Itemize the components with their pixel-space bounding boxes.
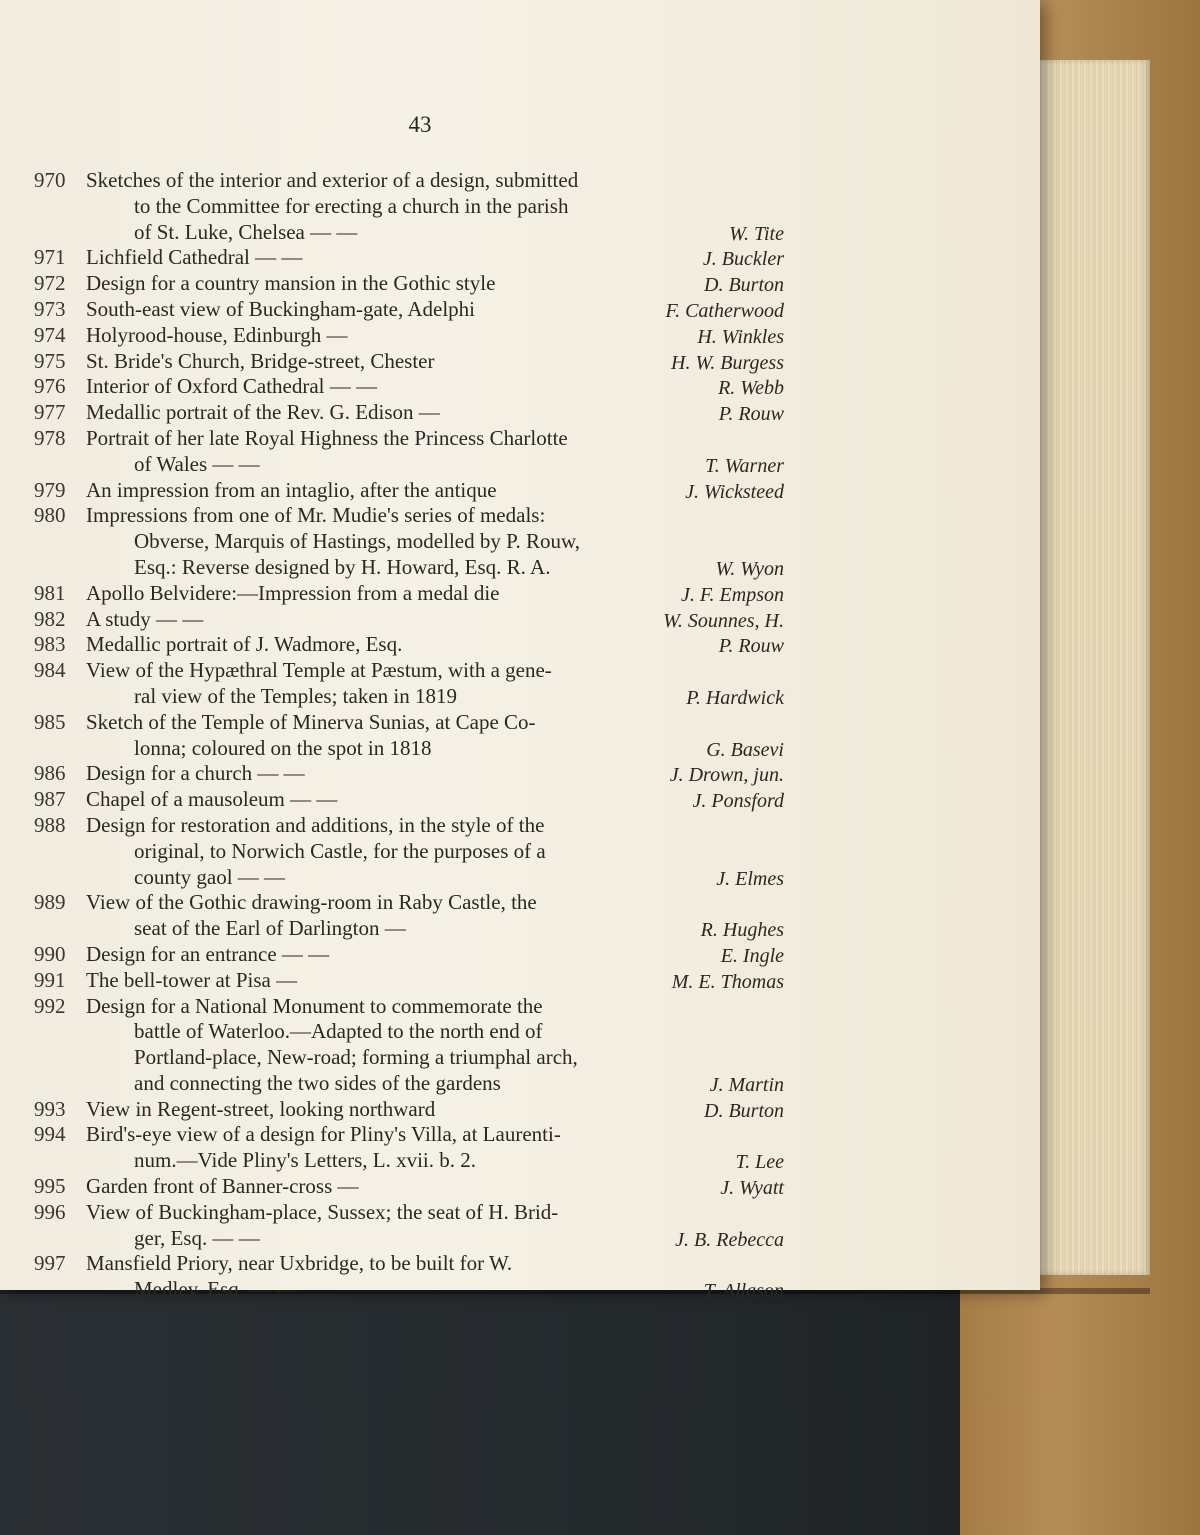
catalogue-entry	[0, 942, 1000, 968]
entry-line	[0, 787, 1000, 813]
entry-title-text: Sketches of the interior and exterior of a design, submitted	[86, 168, 579, 192]
entry-line	[0, 245, 1000, 271]
entry-title-text: county gaol — —	[134, 864, 286, 889]
entry-line	[0, 1226, 1000, 1252]
entry-title-text: Obverse, Marquis of Hastings, modelled by P. Rouw,	[134, 529, 581, 554]
entry-title-text: Chapel of a mausoleum — —	[86, 787, 338, 812]
entry-line	[0, 1277, 1000, 1303]
entry-number: 973	[34, 296, 66, 321]
entry-line	[0, 710, 1000, 736]
entry-title-text: Esq.: Reverse designed by H. Howard, Esq. R. A.	[134, 554, 551, 579]
catalogue-entry	[0, 400, 1000, 426]
entry-title-text: Lichfield Cathedral — —	[86, 245, 303, 270]
entry-artist: G. Basevi	[706, 738, 784, 761]
catalogue-entry	[0, 1200, 1000, 1252]
entry-line	[0, 323, 1000, 349]
entry-artist: D. Burton	[704, 274, 784, 297]
catalogue-entry	[0, 349, 1000, 375]
entry-line	[0, 1122, 1000, 1148]
entry-number: 983	[34, 632, 66, 657]
entry-line	[0, 349, 1000, 375]
entry-line	[0, 194, 1000, 220]
entry-artist: W. Tite	[729, 222, 784, 245]
entry-title-text: View of the Hypæthral Temple at Pæstum, with a gene-	[86, 658, 552, 683]
entry-title-text: ger, Esq. — —	[134, 1225, 260, 1250]
entry-title-text: lonna; coloured on the spot in 1818	[134, 735, 432, 760]
entry-line	[0, 968, 1000, 994]
page-number: 43	[408, 112, 432, 137]
entry-line	[0, 529, 1000, 555]
catalogue-entry	[0, 323, 1000, 349]
entry-number: 991	[34, 967, 66, 992]
entry-line	[0, 890, 1000, 916]
catalogue-entry	[0, 168, 1000, 245]
entry-number: 996	[34, 1199, 66, 1224]
entry-artist: T. Allason	[703, 1280, 784, 1303]
entry-line	[0, 839, 1000, 865]
entry-artist: J. Drown, jun.	[669, 764, 784, 787]
catalogue-entry	[0, 658, 1000, 710]
entry-line	[0, 942, 1000, 968]
entry-number: 979	[34, 477, 66, 502]
entry-line	[0, 478, 1000, 504]
entry-artist: T. Lee	[735, 1151, 784, 1174]
entry-line	[0, 1251, 1000, 1277]
entry-line	[0, 400, 1000, 426]
entry-title-text: Interior of Oxford Cathedral — —	[86, 374, 377, 399]
catalogue-entry	[0, 1174, 1000, 1200]
catalogue-entry	[0, 607, 1000, 633]
entry-title-text: An impression from an intaglio, after the antique	[86, 477, 497, 502]
entry-title-text: Garden front of Banner-cross —	[86, 1174, 359, 1199]
entry-artist: J. Martin	[709, 1073, 784, 1096]
entry-line	[0, 813, 1000, 839]
entry-line	[0, 607, 1000, 633]
catalogue-entry	[0, 813, 1000, 890]
entry-number: 978	[34, 425, 66, 450]
catalogue-entry	[0, 968, 1000, 994]
entry-line	[0, 684, 1000, 710]
entry-artist: H. W. Burgess	[671, 351, 784, 374]
catalogue-entry	[0, 1097, 1000, 1123]
entry-line	[0, 271, 1000, 297]
catalogue-entry	[0, 761, 1000, 787]
entry-title-text: A study — —	[86, 606, 204, 631]
catalogue-entry	[0, 994, 1000, 1097]
entry-line	[0, 452, 1000, 478]
catalogue-entry	[0, 478, 1000, 504]
catalogue-entry	[0, 271, 1000, 297]
entry-title-text: Medley, Esq. — —	[134, 1277, 297, 1302]
entry-number: 989	[34, 890, 66, 915]
entry-artist: J. Wicksteed	[685, 480, 784, 503]
entry-title-text: and connecting the two sides of the gardens	[134, 1070, 501, 1095]
entry-number: 977	[34, 400, 66, 425]
entry-title-text: Design for a church — —	[86, 761, 305, 786]
catalogue-entry	[0, 245, 1000, 271]
entry-line	[0, 736, 1000, 762]
entry-artist: F. Catherwood	[665, 299, 784, 322]
entry-title-text: ral view of the Temples; taken in 1819	[134, 683, 457, 708]
entry-title-text: Design for restoration and additions, in the style of the	[86, 812, 545, 837]
entry-number: 976	[34, 374, 66, 399]
entry-title-text: Design for an entrance — —	[86, 941, 330, 966]
entry-line	[0, 297, 1000, 323]
entry-artist: P. Rouw	[718, 403, 784, 426]
entry-artist: P. Hardwick	[686, 686, 784, 709]
entry-line	[0, 1200, 1000, 1226]
entry-line	[0, 426, 1000, 452]
entry-title-text: Sketch of the Temple of Minerva Sunias, at Cape Co-	[86, 709, 536, 734]
entry-title-text: num.—Vide Pliny's Letters, L. xvii. b. 2.	[134, 1148, 476, 1173]
entry-title-text: The bell-tower at Pisa —	[86, 967, 298, 992]
entry-line	[0, 632, 1000, 658]
entry-line	[0, 220, 1000, 246]
entry-artist: J. Wyatt	[720, 1177, 784, 1200]
entry-line	[0, 1045, 1000, 1071]
entry-line	[0, 865, 1000, 891]
entry-number: 975	[34, 348, 66, 373]
entry-title-text: of Wales — —	[134, 451, 260, 476]
catalogue-entry	[0, 426, 1000, 478]
entry-number: 972	[34, 271, 66, 296]
entry-line	[0, 994, 1000, 1020]
entry-number: 970	[34, 168, 66, 192]
entry-number: 981	[34, 580, 66, 605]
catalogue-entry	[0, 1251, 1000, 1303]
entry-title-text: St. Bride's Church, Bridge-street, Chester	[86, 348, 435, 373]
entry-title-text: View of the Gothic drawing-room in Raby Castle, the	[86, 890, 537, 915]
entry-number: 986	[34, 761, 66, 786]
entry-title-text: Medallic portrait of J. Wadmore, Esq.	[86, 632, 403, 657]
entry-artist: J. Buckler	[702, 248, 784, 271]
catalogue-entry	[0, 1122, 1000, 1174]
entry-artist: P. Rouw	[718, 635, 784, 658]
entry-number: 971	[34, 245, 66, 270]
entry-line	[0, 168, 1000, 194]
entry-artist: T. Warner	[705, 454, 784, 477]
entry-title-text: Impressions from one of Mr. Mudie's series of medals:	[86, 503, 546, 528]
entry-title-text: Design for a National Monument to commemorate the	[86, 993, 543, 1018]
entry-artist: J. B. Rebecca	[675, 1228, 784, 1251]
catalogue-entry	[0, 632, 1000, 658]
entry-number: 980	[34, 503, 66, 528]
entry-line	[0, 1148, 1000, 1174]
entry-title-text: Portrait of her late Royal Highness the Princess Charlotte	[86, 425, 568, 450]
entry-title-text: South-east view of Buckingham-gate, Adelphi	[86, 296, 476, 321]
entry-line	[0, 761, 1000, 787]
entry-line	[0, 1071, 1000, 1097]
catalogue-entry	[0, 787, 1000, 813]
entry-line	[0, 916, 1000, 942]
entry-number: 997	[34, 1251, 66, 1276]
entry-title-text: battle of Waterloo.—Adapted to the north end of	[134, 1019, 543, 1044]
entry-number: 994	[34, 1122, 66, 1147]
catalogue-entry	[0, 374, 1000, 400]
entry-title-text: Holyrood-house, Edinburgh —	[86, 322, 348, 347]
entry-line	[0, 555, 1000, 581]
entry-title-text: Mansfield Priory, near Uxbridge, to be built for W.	[86, 1251, 513, 1276]
entry-number: 982	[34, 606, 66, 631]
entry-number: 995	[34, 1174, 66, 1199]
entry-title-text: View in Regent-street, looking northward	[86, 1096, 436, 1121]
entry-number: 974	[34, 322, 66, 347]
catalogue-entry	[0, 581, 1000, 607]
entry-artist: R. Webb	[718, 377, 784, 400]
catalogue-entry	[0, 503, 1000, 580]
catalogue-entry	[0, 710, 1000, 762]
entry-artist: J. F. Empson	[681, 583, 784, 606]
entry-line	[0, 581, 1000, 607]
entry-title-text: View of Buckingham-place, Sussex; the seat of H. Brid-	[86, 1199, 559, 1224]
entry-title-text: Apollo Belvidere:—Impression from a medal die	[86, 580, 500, 605]
entry-artist: H. Winkles	[697, 325, 784, 348]
entry-line	[0, 1174, 1000, 1200]
catalogue-entry	[0, 297, 1000, 323]
entry-artist: D. Burton	[704, 1099, 784, 1122]
entry-title-text: original, to Norwich Castle, for the purposes of a	[134, 838, 546, 863]
catalogue-entry	[0, 890, 1000, 942]
entry-title-text: Medallic portrait of the Rev. G. Edison —	[86, 400, 440, 425]
entry-line	[0, 374, 1000, 400]
entry-line	[0, 1097, 1000, 1123]
entry-title-text: to the Committee for erecting a church in the parish	[134, 193, 569, 218]
entry-title-text: of St. Luke, Chelsea — —	[134, 219, 358, 244]
entry-artist: W. Sounnes, H.	[663, 609, 784, 632]
entry-artist: J. Ponsford	[692, 790, 784, 813]
entry-artist: R. Hughes	[700, 919, 784, 942]
entry-line	[0, 658, 1000, 684]
entry-number: 990	[34, 941, 66, 966]
entry-number: 992	[34, 993, 66, 1018]
entry-artist: J. Elmes	[716, 867, 784, 890]
entry-line	[0, 1019, 1000, 1045]
entry-title-text: seat of the Earl of Darlington —	[134, 916, 406, 941]
entry-number: 988	[34, 812, 66, 837]
entry-number: 993	[34, 1096, 66, 1121]
entry-artist: M. E. Thomas	[671, 970, 784, 993]
entry-artist: W. Wyon	[715, 557, 784, 580]
entry-title-text: Portland-place, New-road; forming a triumphal arch,	[134, 1045, 578, 1070]
catalogue-entries	[0, 168, 1000, 1303]
entry-artist: E. Ingle	[720, 944, 784, 967]
entry-title-text: Bird's-eye view of a design for Pliny's Villa, at Laurenti-	[86, 1122, 561, 1147]
entry-number: 987	[34, 787, 66, 812]
entry-line	[0, 503, 1000, 529]
entry-number: 984	[34, 658, 66, 683]
entry-number: 985	[34, 709, 66, 734]
entry-title-text: Design for a country mansion in the Gothic style	[86, 271, 496, 296]
